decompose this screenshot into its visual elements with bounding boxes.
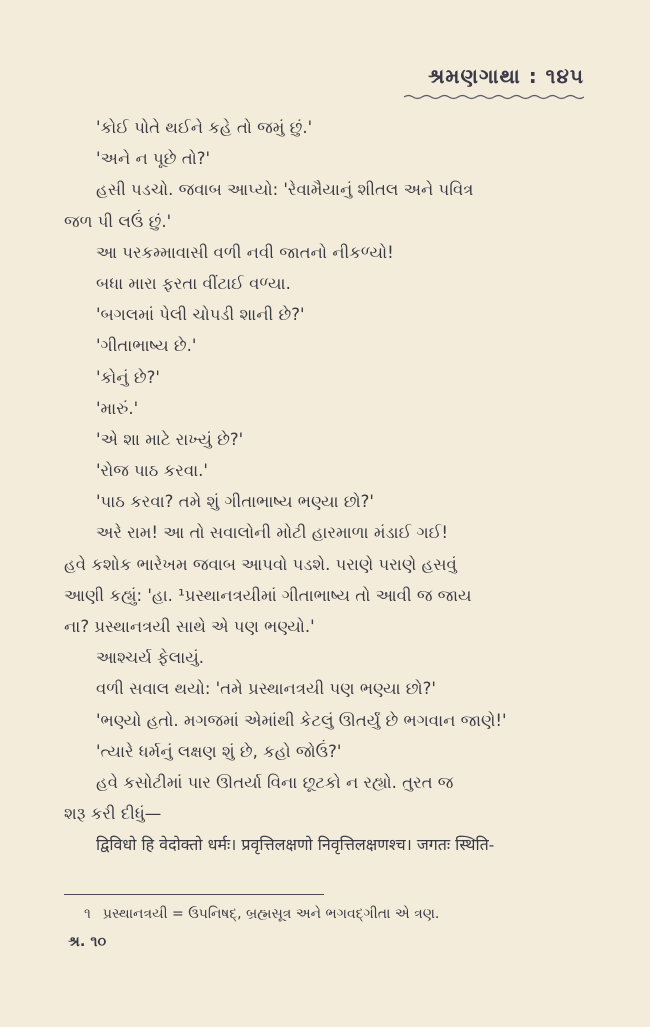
text-line: જળ પી લઉં છું.': [64, 211, 172, 231]
text-line: હવે કસોટીમાં પાર ઊતર્યા વિના છૂટકો ન રહ્યો. તુરત જ: [96, 772, 454, 792]
text-line: આ પરકમ્માવાસી વળી નવી જાતનો નીકળ્યો!: [96, 242, 394, 262]
footnote-divider: [64, 894, 324, 895]
text-line: 'પાઠ કરવા? તમે શું ગીતાભાષ્ય ભણ્યા છો?': [96, 492, 374, 512]
text-line: 'ગીતાભાષ્ય છે.': [96, 336, 197, 356]
text-line: 'મારું.': [96, 398, 139, 418]
text-line: હવે કશોક ભારેખમ જવાબ આપવો પડશે. પરાણે પરાણે હસવું: [64, 554, 457, 574]
text-line: બધા મારા ફરતા વીંટાઈ વળ્યા.: [96, 273, 291, 293]
signature-mark: શ્ર. ૧૦: [68, 934, 107, 950]
text-line: 'ભણ્યો હતો. મગજમાં એમાંથી કેટલું ઊતર્યું છે ભગવાન જાણે!': [96, 710, 507, 730]
text-line: 'અને ન પૂછે તો?': [96, 149, 211, 169]
text-line: શરૂ કરી દીધું—: [64, 804, 162, 824]
sanskrit-line: द्विविधो हि वेदोक्तो धर्मः। प्रवृत्तिलक्षणो निवृत्तिलक्षणश्च। जगतः स्थिति-: [96, 835, 495, 855]
footnote-number: ૧: [84, 906, 91, 922]
footnote: [84, 906, 439, 922]
text-line: 'એ શા માટે રાખ્યું છે?': [96, 429, 244, 449]
footnote-text: પ્રસ્થાનત્રયી = ઉપનિષદ્, બ્રહ્મસૂત્ર અને ભગવદ્ગીતા એ ત્રણ.: [102, 906, 440, 922]
text-line: અરે રામ! આ તો સવાલોની મોટી હારમાળા મંડાઈ ગઈ!: [96, 523, 448, 543]
text-line: આણી કહ્યું: 'હા. ¹પ્રસ્થાનત્રયીમાં ગીતાભાષ્ય તો આવી જ જાય: [64, 585, 472, 605]
text-line: વળી સવાલ થયો: 'તમે પ્રસ્થાનત્રયી પણ ભણ્યા છો?': [96, 679, 436, 699]
text-line: 'બગલમાં પેલી ચોપડી શાની છે?': [96, 305, 305, 325]
text-line: આશ્ચર્ય ફેલાયું.: [96, 648, 205, 668]
text-line: 'ત્યારે ધર્મનું લક્ષણ શું છે, કહો જોઉં?': [96, 741, 342, 761]
text-line: 'કોનું છે?': [96, 367, 160, 387]
body-text: [64, 112, 594, 861]
running-head: શ્રમણગાથા : ૧૪૫: [428, 64, 584, 88]
wavy-underline: [404, 94, 584, 100]
text-line: હસી પડચો. જવાબ આપ્યો: 'રેવામૈયાનું શીતલ અને પવિત્ર: [96, 180, 474, 200]
text-line: 'રોજ પાઠ કરવા.': [96, 461, 208, 481]
text-line: 'કોઈ પોતે થઈને કહે તો જમું છું.': [96, 118, 313, 137]
text-line: ના? પ્રસ્થાનત્રયી સાથે એ પણ ભણ્યો.': [64, 617, 315, 636]
